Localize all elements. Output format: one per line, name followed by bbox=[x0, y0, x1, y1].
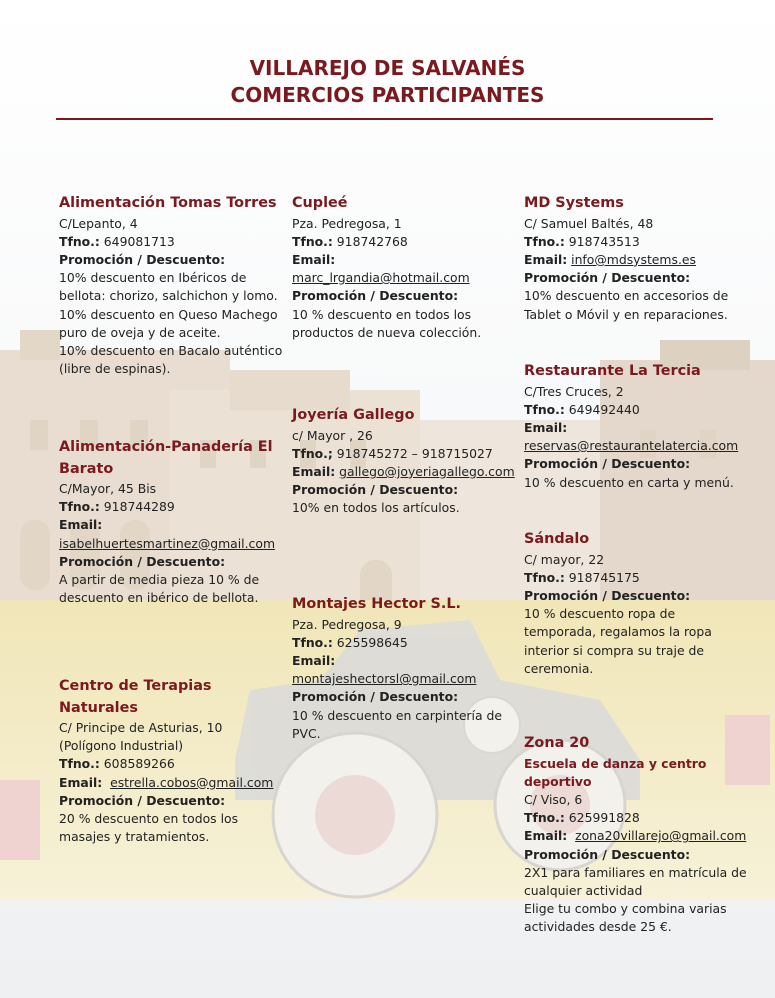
email-link[interactable]: reservas@restaurantelatercia.com bbox=[524, 438, 739, 454]
shop-md-systems bbox=[524, 193, 764, 324]
shop-phone-row bbox=[524, 809, 769, 827]
email-link[interactable]: isabelhuertesmartinez@gmail.com bbox=[59, 535, 276, 551]
shop-name: Joyería Gallego bbox=[292, 407, 415, 423]
promo-text: 10 % descuento ropa de bbox=[524, 606, 676, 622]
shop-email-row bbox=[524, 827, 769, 845]
shop-phone-row bbox=[59, 498, 289, 516]
shop-phone: 918745175 bbox=[568, 569, 640, 585]
shop-address-cont: (Polígono Industrial) bbox=[59, 738, 184, 754]
phone-label: Tfno.: bbox=[524, 233, 565, 249]
promo-text: 10 % descuento en carta y menú. bbox=[524, 474, 734, 490]
shop-phone: 608589266 bbox=[103, 756, 175, 772]
shop-address: C/ Principe de Asturias, 10 bbox=[59, 720, 223, 735]
shop-name: Centro de Terapias Naturales bbox=[59, 678, 212, 716]
promo-label: Promoción / Descuento: bbox=[59, 792, 226, 808]
promo-text: 10 % descuento en todos los bbox=[292, 306, 472, 322]
promo-text: actividades desde 25 €. bbox=[524, 919, 672, 935]
promo-text: 10% descuento en accesorios de bbox=[524, 288, 729, 304]
shop-subtitle-cont: deportivo bbox=[524, 773, 592, 789]
shop-address: Pza. Pedregosa, 1 bbox=[292, 215, 402, 231]
promo-label: Promoción / Descuento: bbox=[524, 270, 691, 286]
shop-email-row bbox=[524, 251, 764, 269]
email-label: Email: bbox=[292, 652, 336, 668]
phone-label: Tfno.: bbox=[524, 569, 565, 585]
shop-phone-row bbox=[524, 401, 764, 419]
page-header bbox=[0, 55, 775, 109]
shop-zona-20 bbox=[524, 733, 769, 937]
promo-text: 10% descuento en Ibéricos de bbox=[59, 270, 247, 286]
shop-phone: 625991828 bbox=[568, 810, 640, 826]
email-link[interactable]: zona20villarejo@gmail.com bbox=[575, 828, 747, 844]
email-link[interactable]: info@mdsystems.es bbox=[571, 251, 696, 267]
promo-label: Promoción / Descuento: bbox=[59, 553, 226, 569]
shop-address: c/ Mayor , 26 bbox=[292, 427, 373, 443]
phone-label: Tfno.: bbox=[524, 810, 565, 826]
email-label: Email: bbox=[292, 463, 336, 479]
phone-label: Tfno.: bbox=[59, 233, 100, 249]
promo-text: Elige tu combo y combina varias bbox=[524, 901, 727, 917]
email-label: Email: bbox=[59, 517, 103, 533]
email-link[interactable]: marc_lrgandia@hotmail.com bbox=[292, 270, 470, 286]
shop-email-row bbox=[59, 774, 289, 792]
promo-text: 20 % descuento en todos los bbox=[59, 811, 239, 827]
promo-text: productos de nueva colección. bbox=[292, 324, 482, 340]
shop-address: C/ Viso, 6 bbox=[524, 791, 583, 807]
shop-phone: 625598645 bbox=[336, 634, 408, 650]
shop-phone: 918742768 bbox=[336, 233, 408, 249]
shop-address: Pza. Pedregosa, 9 bbox=[292, 616, 402, 632]
shop-name: Restaurante La Tercia bbox=[524, 363, 701, 379]
promo-text: 10 % descuento en carpintería de bbox=[292, 707, 502, 723]
shop-phone: 918743513 bbox=[568, 233, 640, 249]
title-divider bbox=[56, 118, 713, 120]
shop-name: Sándalo bbox=[524, 531, 590, 547]
promo-text: ceremonia. bbox=[524, 660, 594, 676]
shop-cuplee bbox=[292, 193, 517, 342]
shop-address: C/Mayor, 45 Bis bbox=[59, 481, 157, 496]
promo-text: interior si compra su traje de bbox=[524, 642, 705, 658]
email-label: Email: bbox=[524, 419, 568, 435]
email-label: Email: bbox=[524, 828, 568, 844]
shop-email-row bbox=[292, 463, 522, 481]
promo-text: 10% descuento en Queso Machego bbox=[59, 306, 278, 322]
email-label: Email: bbox=[292, 251, 336, 267]
promo-text: masajes y tratamientos. bbox=[59, 829, 210, 845]
shop-address: C/ mayor, 22 bbox=[524, 551, 605, 567]
email-label: Email: bbox=[524, 251, 568, 267]
shop-phone: 918745272 – 918715027 bbox=[336, 445, 493, 461]
shop-name: MD Systems bbox=[524, 195, 624, 211]
shop-address: C/ Samuel Baltés, 48 bbox=[524, 215, 654, 231]
shop-phone-row bbox=[524, 233, 764, 251]
promo-text: descuento en ibérico de bellota. bbox=[59, 590, 259, 606]
shop-phone: 649081713 bbox=[103, 233, 175, 249]
phone-label: Tfno.: bbox=[524, 401, 565, 417]
phone-label: Tfno.; bbox=[292, 445, 333, 461]
page-title: VILLAREJO DE SALVANÉS bbox=[249, 56, 526, 80]
shop-el-barato bbox=[59, 437, 289, 607]
shop-name: Montajes Hector S.L. bbox=[292, 596, 461, 612]
promo-label: Promoción / Descuento: bbox=[524, 456, 691, 472]
promo-text: 10% en todos los artículos. bbox=[292, 500, 460, 516]
email-label: Email: bbox=[59, 774, 103, 790]
shop-name-cont: Barato bbox=[59, 460, 114, 477]
shop-phone-row bbox=[292, 634, 517, 652]
phone-label: Tfno.: bbox=[59, 499, 100, 515]
email-link[interactable]: estrella.cobos@gmail.com bbox=[110, 774, 274, 790]
promo-text: Tablet o Móvil y en reparaciones. bbox=[524, 306, 728, 322]
shop-phone-row bbox=[524, 569, 764, 587]
promo-label: Promoción / Descuento: bbox=[59, 251, 226, 267]
shop-name: Alimentación Tomas Torres bbox=[59, 195, 277, 211]
shop-phone-row bbox=[292, 233, 517, 251]
shop-subtitle: Escuela de danza y centro bbox=[524, 755, 707, 771]
shop-phone-row bbox=[59, 233, 289, 251]
phone-label: Tfno.: bbox=[292, 634, 333, 650]
shop-montajes-hector bbox=[292, 594, 517, 743]
shop-name: Zona 20 bbox=[524, 735, 590, 751]
email-link[interactable]: montajeshectorsl@gmail.com bbox=[292, 671, 477, 687]
shop-phone-row bbox=[59, 755, 289, 773]
shop-joyeria-gallego bbox=[292, 405, 522, 518]
promo-label: Promoción / Descuento: bbox=[292, 288, 459, 304]
promo-text: A partir de media pieza 10 % de bbox=[59, 572, 260, 588]
shop-sandalo bbox=[524, 529, 764, 678]
shop-phone-row bbox=[292, 445, 522, 463]
shop-terapias-naturales bbox=[59, 676, 289, 846]
promo-text: cualquier actividad bbox=[524, 882, 643, 898]
promo-label: Promoción / Descuento: bbox=[524, 587, 691, 603]
page-subtitle: COMERCIOS PARTICIPANTES bbox=[230, 83, 545, 107]
promo-text: temporada, regalamos la ropa bbox=[524, 624, 712, 640]
promo-label: Promoción / Descuento: bbox=[292, 689, 459, 705]
shop-address: C/Lepanto, 4 bbox=[59, 215, 138, 231]
promo-text: bellota: chorizo, salchichon y lomo. bbox=[59, 288, 278, 304]
promo-text: (libre de espinas). bbox=[59, 361, 171, 377]
shop-phone: 918744289 bbox=[103, 499, 175, 515]
shop-tomas-torres bbox=[59, 193, 289, 378]
promo-text: puro de oveja y de aceite. bbox=[59, 324, 221, 340]
promo-text: 10% descuento en Bacalo auténtico bbox=[59, 342, 283, 358]
shop-phone: 649492440 bbox=[568, 401, 640, 417]
promo-text: 2X1 para familiares en matrícula de bbox=[524, 864, 747, 880]
promo-label: Promoción / Descuento: bbox=[524, 846, 691, 862]
promo-text: PVC. bbox=[292, 725, 321, 741]
promo-label: Promoción / Descuento: bbox=[292, 482, 459, 498]
shop-address: C/Tres Cruces, 2 bbox=[524, 383, 624, 399]
phone-label: Tfno.: bbox=[59, 756, 100, 772]
shop-name: Cupleé bbox=[292, 195, 348, 211]
phone-label: Tfno.: bbox=[292, 233, 333, 249]
email-link[interactable]: gallego@joyeriagallego.com bbox=[339, 463, 515, 479]
shop-restaurante-la-tercia bbox=[524, 361, 764, 492]
shop-name: Alimentación-Panadería El bbox=[59, 439, 273, 455]
